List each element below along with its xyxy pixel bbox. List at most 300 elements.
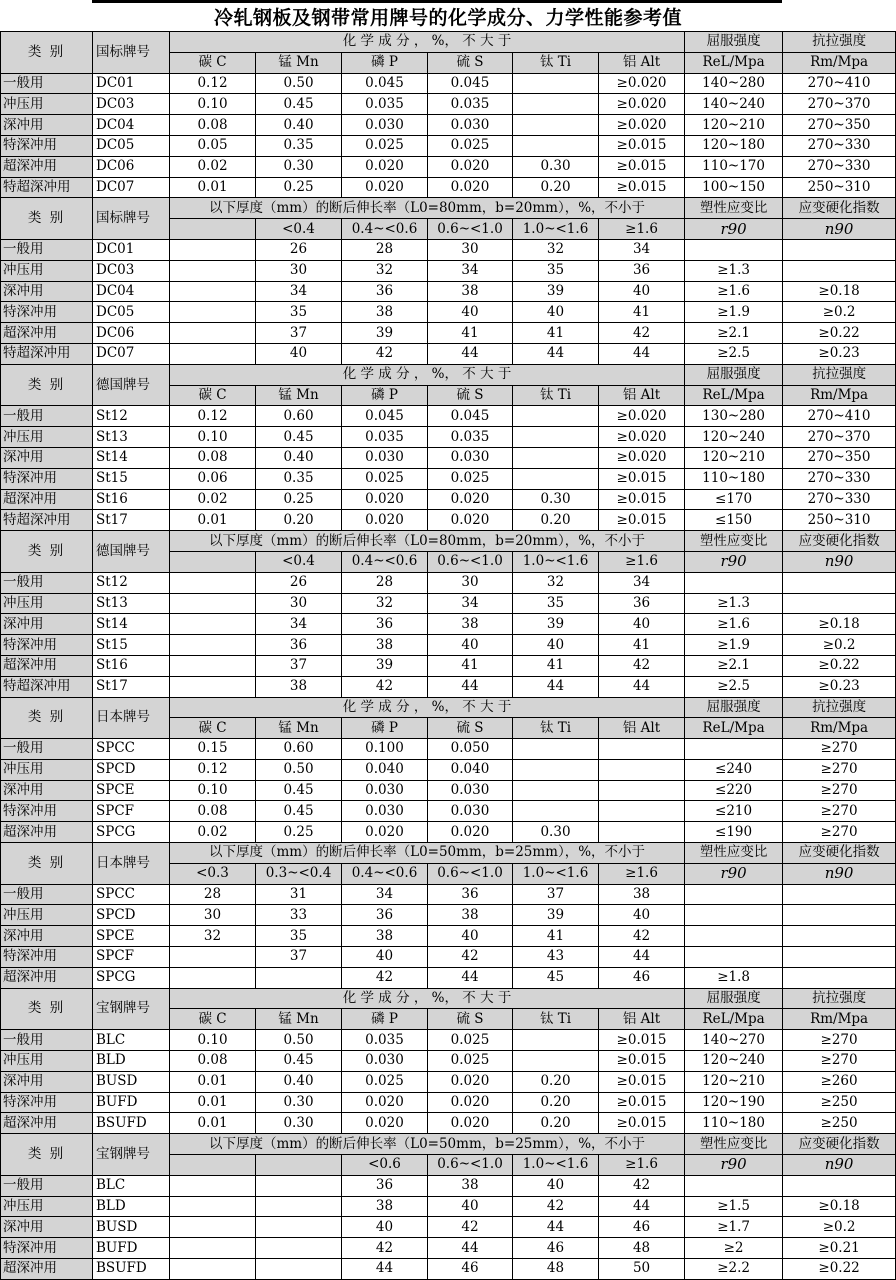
value-cell	[783, 239, 896, 260]
value-cell: 34	[428, 593, 513, 614]
value-cell: 36	[428, 884, 513, 905]
column-header: 铝 Alt	[599, 718, 685, 739]
value-cell: 0.030	[342, 1051, 428, 1072]
table-row	[1, 135, 896, 156]
value-cell: 0.45	[256, 801, 342, 822]
value-cell: ≥0.22	[783, 655, 896, 676]
value-cell: 0.40	[256, 1071, 342, 1092]
value-cell: 0.50	[256, 73, 342, 94]
value-cell: ≥0.015	[599, 468, 685, 489]
category-cell: 特深冲用	[1, 801, 93, 822]
value-cell	[170, 947, 256, 968]
value-cell: 44	[599, 343, 685, 364]
value-cell: ≥0.015	[599, 156, 685, 177]
table-row	[1, 468, 896, 489]
value-cell: 0.020	[342, 822, 428, 843]
value-cell: 120~180	[685, 135, 783, 156]
column-header: 0.4~<0.6	[342, 863, 428, 884]
value-cell: ≥270	[783, 1030, 896, 1051]
column-header: ≥1.6	[599, 1155, 685, 1176]
column-header: ≥1.6	[599, 219, 685, 240]
grade-cell: DC01	[93, 239, 170, 260]
grade-cell: SPCF	[93, 947, 170, 968]
value-cell: 110~170	[685, 156, 783, 177]
yield-unit-header: ReL/Mpa	[685, 718, 783, 739]
steel-grade-table	[0, 31, 896, 1280]
column-header: <0.6	[342, 1155, 428, 1176]
table-row	[1, 73, 896, 94]
value-cell: 0.40	[256, 447, 342, 468]
column-header	[170, 551, 256, 572]
n90-header: n90	[783, 219, 896, 240]
r90-header: r90	[685, 551, 783, 572]
value-cell: 0.10	[170, 1030, 256, 1051]
table-row	[1, 614, 896, 635]
grade-cell: DC03	[93, 260, 170, 281]
value-cell: 38	[342, 1196, 428, 1217]
value-cell: ≥270	[783, 822, 896, 843]
category-cell: 冲压用	[1, 1196, 93, 1217]
value-cell: 42	[428, 947, 513, 968]
column-header: 锰 Mn	[256, 718, 342, 739]
value-cell: 0.020	[428, 156, 513, 177]
value-cell: 0.020	[428, 510, 513, 531]
value-cell: 32	[513, 572, 599, 593]
value-cell	[513, 1051, 599, 1072]
column-header: 硫 S	[428, 52, 513, 73]
n90-header: n90	[783, 1155, 896, 1176]
grade-cell: DC06	[93, 323, 170, 344]
value-cell: ≥260	[783, 1071, 896, 1092]
value-cell	[513, 115, 599, 136]
value-cell: ≥0.020	[599, 73, 685, 94]
grade-cell: St12	[93, 572, 170, 593]
value-cell: 38	[342, 302, 428, 323]
value-cell	[783, 967, 896, 988]
value-cell: 41	[513, 926, 599, 947]
section-header-row	[1, 697, 896, 718]
value-cell: 40	[428, 926, 513, 947]
value-cell: 39	[342, 655, 428, 676]
category-cell: 特深冲用	[1, 1092, 93, 1113]
value-cell: 110~180	[685, 1113, 783, 1134]
value-cell: 0.60	[256, 406, 342, 427]
value-cell: 0.30	[256, 156, 342, 177]
value-cell: 120~240	[685, 427, 783, 448]
value-cell: 0.030	[342, 780, 428, 801]
value-cell: 120~210	[685, 447, 783, 468]
value-cell: 40	[513, 635, 599, 656]
value-cell: 0.08	[170, 801, 256, 822]
grade-header: 宝钢牌号	[93, 1134, 170, 1176]
tensile-unit-header: Rm/Mpa	[783, 52, 896, 73]
value-cell: ≤150	[685, 510, 783, 531]
grade-cell: St15	[93, 635, 170, 656]
category-cell: 冲压用	[1, 260, 93, 281]
value-cell: 36	[256, 635, 342, 656]
value-cell: 0.040	[428, 759, 513, 780]
value-cell	[599, 739, 685, 760]
value-cell: 46	[599, 967, 685, 988]
category-cell: 一般用	[1, 406, 93, 427]
value-cell	[513, 1030, 599, 1051]
chem-composition-header: 化 学 成 分 ， %， 不 大 于	[170, 32, 685, 53]
value-cell	[783, 593, 896, 614]
column-header: 0.4~<0.6	[342, 551, 428, 572]
value-cell: 35	[256, 926, 342, 947]
value-cell: ≥1.5	[685, 1196, 783, 1217]
category-cell: 特深冲用	[1, 135, 93, 156]
value-cell	[170, 593, 256, 614]
value-cell: 0.045	[342, 406, 428, 427]
value-cell: ≥0.23	[783, 343, 896, 364]
column-header: 0.3~<0.4	[256, 863, 342, 884]
grade-cell: SPCE	[93, 780, 170, 801]
value-cell	[170, 1196, 256, 1217]
value-cell	[783, 260, 896, 281]
value-cell	[256, 1175, 342, 1196]
value-cell: 0.08	[170, 447, 256, 468]
table-row	[1, 302, 896, 323]
plastic-strain-ratio-header: 塑性应变比	[685, 1134, 783, 1155]
value-cell: ≤210	[685, 801, 783, 822]
value-cell: 36	[342, 614, 428, 635]
grade-cell: BUSD	[93, 1071, 170, 1092]
value-cell: 0.08	[170, 1051, 256, 1072]
table-row	[1, 94, 896, 115]
column-header: 碳 C	[170, 52, 256, 73]
value-cell: 41	[513, 323, 599, 344]
grade-cell: DC03	[93, 94, 170, 115]
category-cell: 一般用	[1, 572, 93, 593]
value-cell	[513, 780, 599, 801]
table-row	[1, 1071, 896, 1092]
value-cell: 0.035	[428, 427, 513, 448]
value-cell: ≥0.18	[783, 1196, 896, 1217]
value-cell	[685, 239, 783, 260]
tensile-strength-header: 抗拉强度	[783, 364, 896, 385]
value-cell: 0.12	[170, 759, 256, 780]
value-cell: ≥2	[685, 1238, 783, 1259]
value-cell: 37	[256, 655, 342, 676]
value-cell: 120~190	[685, 1092, 783, 1113]
value-cell: 32	[342, 593, 428, 614]
column-header: <0.3	[170, 863, 256, 884]
value-cell: 120~210	[685, 115, 783, 136]
value-cell: 37	[256, 323, 342, 344]
table-row	[1, 1175, 896, 1196]
value-cell: 38	[342, 635, 428, 656]
value-cell	[599, 822, 685, 843]
value-cell: 0.045	[428, 73, 513, 94]
value-cell: ≥0.015	[599, 135, 685, 156]
value-cell	[170, 572, 256, 593]
value-cell: 39	[513, 281, 599, 302]
yield-unit-header: ReL/Mpa	[685, 385, 783, 406]
value-cell: 41	[599, 635, 685, 656]
value-cell	[170, 302, 256, 323]
tensile-strength-header: 抗拉强度	[783, 697, 896, 718]
category-cell: 特深冲用	[1, 302, 93, 323]
table-row	[1, 447, 896, 468]
value-cell: ≥2.5	[685, 343, 783, 364]
r90-header: r90	[685, 863, 783, 884]
value-cell: 0.15	[170, 739, 256, 760]
value-cell: ≥2.1	[685, 655, 783, 676]
table-row	[1, 177, 896, 198]
yield-strength-header: 屈服强度	[685, 32, 783, 53]
value-cell	[256, 1217, 342, 1238]
value-cell: 0.10	[170, 94, 256, 115]
value-cell: 32	[342, 260, 428, 281]
value-cell: 50	[599, 1259, 685, 1280]
column-header: 磷 P	[342, 718, 428, 739]
value-cell: ≥0.2	[783, 1217, 896, 1238]
value-cell: 44	[428, 1238, 513, 1259]
value-cell: 36	[342, 905, 428, 926]
value-cell: ≥0.015	[599, 1113, 685, 1134]
value-cell: ≥0.020	[599, 427, 685, 448]
document-title: 冷轧钢板及钢带常用牌号的化学成分、力学性能参考值	[213, 7, 682, 29]
value-cell: 42	[599, 655, 685, 676]
table-row	[1, 655, 896, 676]
value-cell: 34	[256, 614, 342, 635]
value-cell	[170, 655, 256, 676]
column-header: 铝 Alt	[599, 1009, 685, 1030]
value-cell: ≥0.23	[783, 676, 896, 697]
value-cell: 41	[513, 655, 599, 676]
column-header: 0.6~<1.0	[428, 1155, 513, 1176]
value-cell: 0.10	[170, 427, 256, 448]
value-cell	[170, 967, 256, 988]
value-cell: 36	[599, 260, 685, 281]
column-header: 磷 P	[342, 52, 428, 73]
value-cell	[685, 572, 783, 593]
tensile-strength-header: 抗拉强度	[783, 988, 896, 1009]
category-header: 类 别	[1, 1134, 93, 1176]
value-cell: 0.025	[342, 468, 428, 489]
value-cell	[685, 1175, 783, 1196]
category-cell: 特深冲用	[1, 635, 93, 656]
value-cell: 0.025	[428, 135, 513, 156]
table-row	[1, 1217, 896, 1238]
grade-header: 德国牌号	[93, 364, 170, 406]
value-cell	[783, 884, 896, 905]
value-cell: 0.030	[428, 801, 513, 822]
value-cell: 0.020	[428, 1113, 513, 1134]
value-cell: 0.020	[428, 822, 513, 843]
table-row	[1, 780, 896, 801]
value-cell: 48	[513, 1259, 599, 1280]
value-cell: 0.20	[513, 1071, 599, 1092]
value-cell	[513, 447, 599, 468]
r90-header: r90	[685, 219, 783, 240]
tensile-unit-header: Rm/Mpa	[783, 1009, 896, 1030]
value-cell: 0.020	[342, 489, 428, 510]
value-cell: 0.25	[256, 822, 342, 843]
category-cell: 一般用	[1, 73, 93, 94]
value-cell: 45	[513, 967, 599, 988]
category-cell: 深冲用	[1, 926, 93, 947]
value-cell: 30	[170, 905, 256, 926]
table-row	[1, 427, 896, 448]
value-cell: 48	[599, 1238, 685, 1259]
plastic-strain-ratio-header: 塑性应变比	[685, 843, 783, 864]
value-cell: 0.25	[256, 489, 342, 510]
value-cell	[513, 468, 599, 489]
table-row	[1, 1238, 896, 1259]
value-cell: 140~270	[685, 1030, 783, 1051]
value-cell: 0.02	[170, 156, 256, 177]
plastic-strain-ratio-header: 塑性应变比	[685, 531, 783, 552]
grade-cell: St16	[93, 489, 170, 510]
grade-cell: St16	[93, 655, 170, 676]
value-cell: 31	[256, 884, 342, 905]
value-cell: 0.040	[342, 759, 428, 780]
grade-header: 日本牌号	[93, 697, 170, 739]
value-cell: 0.01	[170, 1113, 256, 1134]
value-cell: 26	[256, 239, 342, 260]
value-cell: 270~330	[783, 135, 896, 156]
category-cell: 超深冲用	[1, 489, 93, 510]
column-header: 钛 Ti	[513, 52, 599, 73]
column-header: 0.6~<1.0	[428, 219, 513, 240]
value-cell: 30	[428, 239, 513, 260]
value-cell: 30	[256, 260, 342, 281]
value-cell: 0.20	[513, 177, 599, 198]
value-cell: 0.30	[513, 156, 599, 177]
value-cell: 0.025	[342, 1071, 428, 1092]
plastic-strain-ratio-header: 塑性应变比	[685, 198, 783, 219]
table-row	[1, 593, 896, 614]
grade-cell: DC05	[93, 302, 170, 323]
column-header: <0.4	[256, 219, 342, 240]
category-cell: 深冲用	[1, 1071, 93, 1092]
category-header: 类 别	[1, 364, 93, 406]
value-cell: ≥1.3	[685, 260, 783, 281]
value-cell: ≥2.1	[685, 323, 783, 344]
value-cell: 42	[342, 343, 428, 364]
grade-cell: BUFD	[93, 1092, 170, 1113]
value-cell: 46	[599, 1217, 685, 1238]
value-cell: 0.20	[513, 510, 599, 531]
value-cell: 0.45	[256, 427, 342, 448]
column-header: 1.0~<1.6	[513, 863, 599, 884]
strain-hardening-header: 应变硬化指数	[783, 531, 896, 552]
grade-cell: DC07	[93, 343, 170, 364]
value-cell	[783, 947, 896, 968]
value-cell: 0.030	[342, 115, 428, 136]
category-cell: 一般用	[1, 739, 93, 760]
value-cell: 35	[513, 593, 599, 614]
value-cell: 42	[599, 1175, 685, 1196]
value-cell: ≥0.18	[783, 614, 896, 635]
value-cell: 0.01	[170, 510, 256, 531]
value-cell: 44	[599, 676, 685, 697]
value-cell	[783, 905, 896, 926]
value-cell: ≥270	[783, 801, 896, 822]
value-cell: ≥0.020	[599, 447, 685, 468]
grade-cell: BUFD	[93, 1238, 170, 1259]
category-cell: 超深冲用	[1, 323, 93, 344]
value-cell: 38	[256, 676, 342, 697]
table-row	[1, 676, 896, 697]
grade-cell: DC07	[93, 177, 170, 198]
tensile-strength-header: 抗拉强度	[783, 32, 896, 53]
value-cell: 42	[342, 676, 428, 697]
value-cell: ≤240	[685, 759, 783, 780]
value-cell: 42	[342, 967, 428, 988]
value-cell	[513, 427, 599, 448]
value-cell: ≥270	[783, 739, 896, 760]
value-cell: ≥0.015	[599, 1092, 685, 1113]
value-cell: 0.045	[342, 73, 428, 94]
value-cell: 0.020	[428, 1071, 513, 1092]
r90-header: r90	[685, 1155, 783, 1176]
value-cell: ≥1.9	[685, 302, 783, 323]
value-cell: ≥1.8	[685, 967, 783, 988]
table-row	[1, 115, 896, 136]
value-cell: 46	[513, 1238, 599, 1259]
category-cell: 一般用	[1, 239, 93, 260]
value-cell: 44	[342, 1259, 428, 1280]
chem-composition-header: 化 学 成 分 ， %， 不 大 于	[170, 988, 685, 1009]
value-cell: 38	[428, 1175, 513, 1196]
value-cell: 270~330	[783, 156, 896, 177]
value-cell: 34	[599, 572, 685, 593]
value-cell: 44	[599, 1196, 685, 1217]
grade-cell: St12	[93, 406, 170, 427]
table-row	[1, 905, 896, 926]
value-cell: 0.035	[342, 427, 428, 448]
value-cell: 0.100	[342, 739, 428, 760]
yield-strength-header: 屈服强度	[685, 988, 783, 1009]
value-cell: 37	[513, 884, 599, 905]
value-cell: 0.020	[342, 510, 428, 531]
category-cell: 超深冲用	[1, 1113, 93, 1134]
value-cell: 28	[342, 239, 428, 260]
grade-cell: DC01	[93, 73, 170, 94]
value-cell: 130~280	[685, 406, 783, 427]
value-cell: 0.045	[428, 406, 513, 427]
table-row	[1, 572, 896, 593]
category-cell: 超深冲用	[1, 1259, 93, 1280]
value-cell	[685, 926, 783, 947]
section-header-row	[1, 843, 896, 864]
value-cell: 270~350	[783, 447, 896, 468]
grade-cell: SPCD	[93, 759, 170, 780]
section-header-row	[1, 1134, 896, 1155]
value-cell: 0.020	[342, 1113, 428, 1134]
value-cell	[170, 260, 256, 281]
value-cell: 0.035	[342, 94, 428, 115]
value-cell: ≥0.020	[599, 115, 685, 136]
value-cell: 0.030	[428, 780, 513, 801]
value-cell: 40	[513, 302, 599, 323]
value-cell: 270~370	[783, 427, 896, 448]
value-cell: 36	[599, 593, 685, 614]
value-cell: 0.020	[428, 1092, 513, 1113]
value-cell: 42	[599, 926, 685, 947]
value-cell	[513, 73, 599, 94]
value-cell: 40	[342, 947, 428, 968]
yield-strength-header: 屈服强度	[685, 697, 783, 718]
value-cell: 44	[513, 343, 599, 364]
column-header: <0.4	[256, 551, 342, 572]
grade-header: 德国牌号	[93, 531, 170, 573]
category-cell: 深冲用	[1, 115, 93, 136]
value-cell: 0.02	[170, 489, 256, 510]
